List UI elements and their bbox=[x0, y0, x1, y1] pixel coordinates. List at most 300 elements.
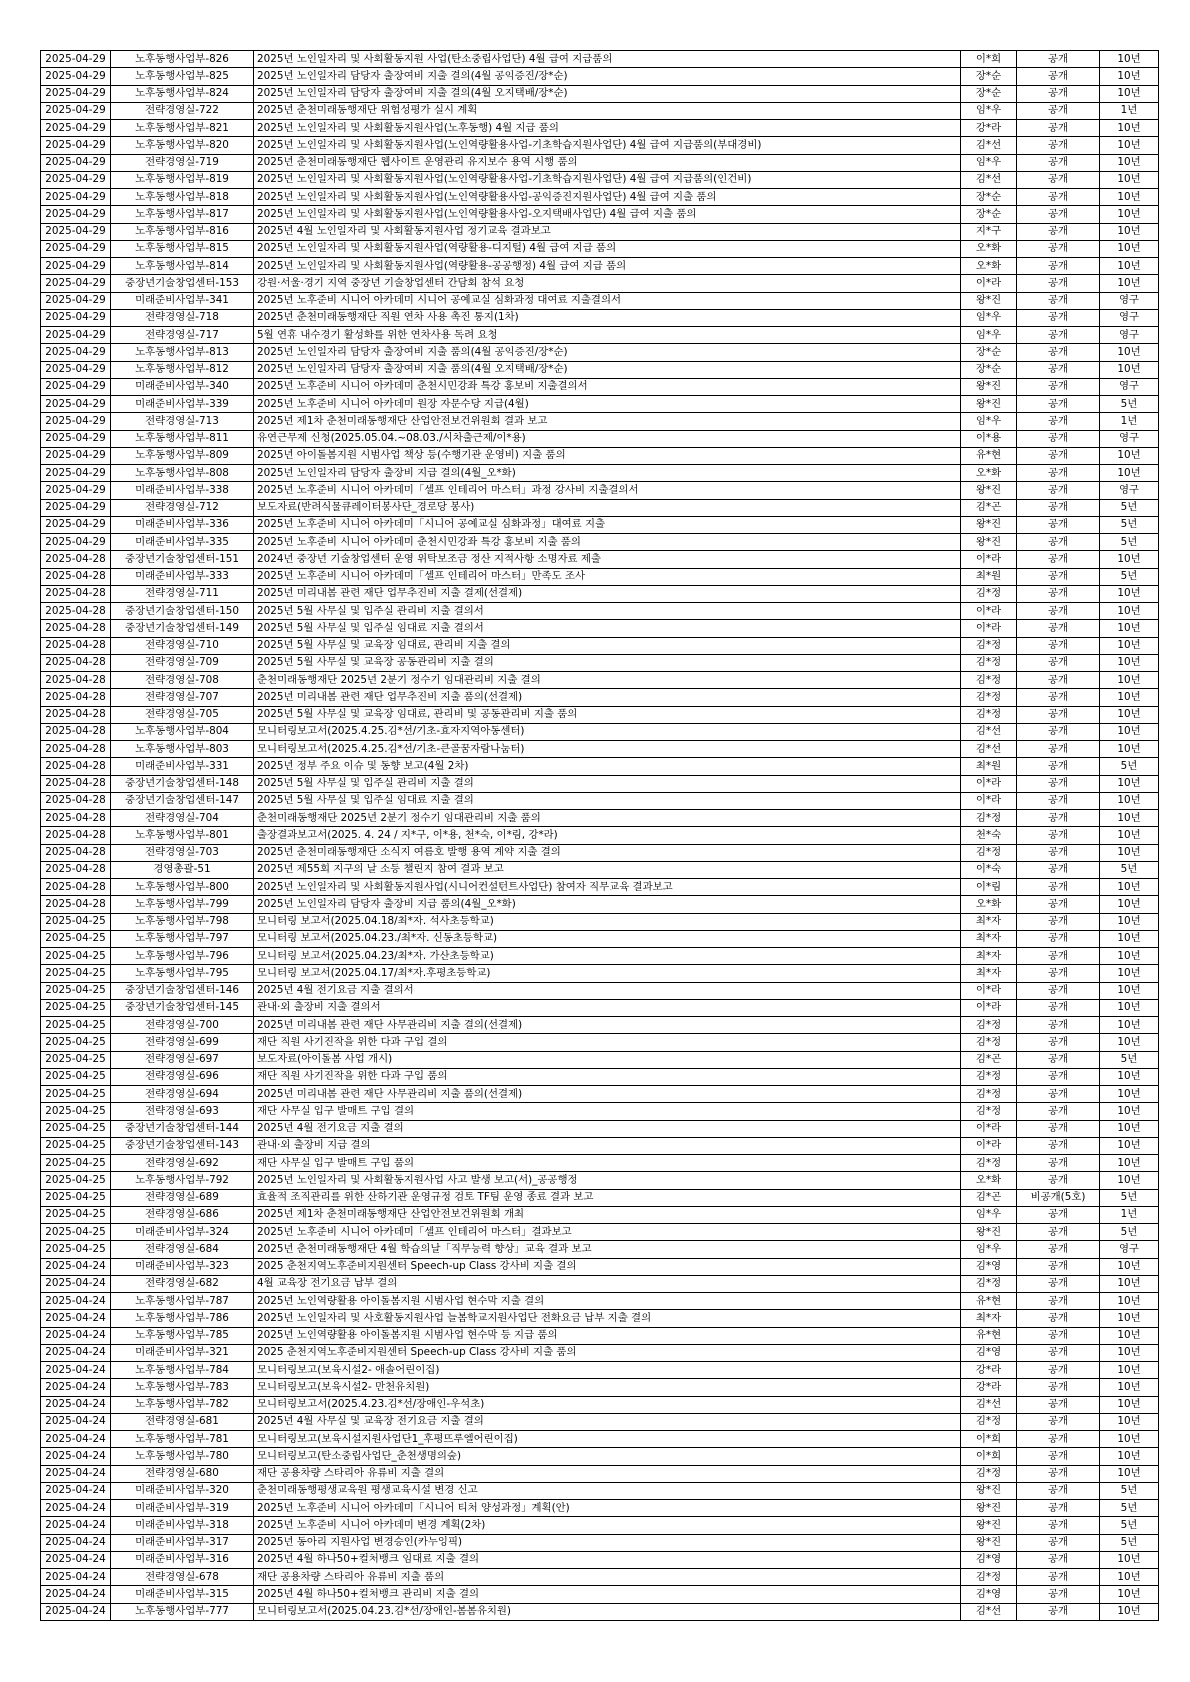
title-cell: 2025년 노인일자리 및 사회활동지원사업(노후동행) 4월 지급 품의 bbox=[254, 120, 961, 137]
table-row bbox=[41, 1206, 1159, 1223]
title-cell: 2025년 노인일자리 및 사회활동지원사업(역량활용-공공행정) 4월 급여 지급 품의 bbox=[254, 258, 961, 275]
doc-number-cell: 전략경영실-696 bbox=[111, 1068, 254, 1085]
author-cell: 최*자 bbox=[961, 965, 1017, 982]
author-cell: 이*라 bbox=[961, 792, 1017, 809]
retention-cell: 10년 bbox=[1100, 1258, 1159, 1275]
table-row bbox=[41, 1017, 1159, 1034]
title-cell: 2025년 제1차 춘천미래동행재단 산업안전보건위원회 개최 bbox=[254, 1206, 961, 1223]
date-cell: 2025-04-25 bbox=[41, 999, 111, 1016]
author-cell: 최*자 bbox=[961, 913, 1017, 930]
disclosure-cell: 공개 bbox=[1017, 1517, 1100, 1534]
doc-number-cell: 미래준비사업부-333 bbox=[111, 568, 254, 585]
disclosure-cell: 공개 bbox=[1017, 965, 1100, 982]
title-cell: 재단 직원 사기진작을 위한 다과 구입 결의 bbox=[254, 1034, 961, 1051]
title-cell: 2024년 중장년 기술창업센터 운영 위탁보조금 정산 지적사항 소명자료 제출 bbox=[254, 551, 961, 568]
title-cell: 효율적 조직관리를 위한 산하기관 운영규정 검토 TF팀 운영 종료 결과 보고 bbox=[254, 1189, 961, 1206]
retention-cell: 10년 bbox=[1100, 1068, 1159, 1085]
retention-cell: 10년 bbox=[1100, 85, 1159, 102]
title-cell: 춘천미래동행재단 2025년 2분기 정수기 임대관리비 지출 결의 bbox=[254, 672, 961, 689]
date-cell: 2025-04-29 bbox=[41, 344, 111, 361]
date-cell: 2025-04-29 bbox=[41, 378, 111, 395]
date-cell: 2025-04-29 bbox=[41, 292, 111, 309]
author-cell: 천*숙 bbox=[961, 827, 1017, 844]
disclosure-cell: 공개 bbox=[1017, 1344, 1100, 1361]
title-cell: 모니터링보고(보육시설지원사업단1_후평뜨루엘어린이집) bbox=[254, 1431, 961, 1448]
title-cell: 2025년 제55회 지구의 날 소등 챌린지 참여 결과 보고 bbox=[254, 861, 961, 878]
retention-cell: 영구 bbox=[1100, 292, 1159, 309]
date-cell: 2025-04-29 bbox=[41, 171, 111, 188]
title-cell: 2025년 4월 하나50+컬처뱅크 임대료 지출 결의 bbox=[254, 1551, 961, 1568]
retention-cell: 10년 bbox=[1100, 171, 1159, 188]
author-cell: 지*구 bbox=[961, 223, 1017, 240]
date-cell: 2025-04-28 bbox=[41, 672, 111, 689]
table-row bbox=[41, 499, 1159, 516]
title-cell: 모니터링보고서(2025.4.23.김*선/장애인-우석초) bbox=[254, 1396, 961, 1413]
title-cell: 2025년 춘천미래동행재단 4월 학습의날「직무능력 향상」교육 결과 보고 bbox=[254, 1241, 961, 1258]
title-cell: 2025년 노후준비 시니어 아카데미「시니어 공예교실 심화과정」대여료 지출 bbox=[254, 516, 961, 533]
disclosure-cell: 공개 bbox=[1017, 1603, 1100, 1620]
title-cell: 재단 공용차량 스타리아 유류비 지출 결의 bbox=[254, 1465, 961, 1482]
disclosure-cell: 공개 bbox=[1017, 1310, 1100, 1327]
author-cell: 이*숙 bbox=[961, 861, 1017, 878]
author-cell: 김*정 bbox=[961, 1413, 1017, 1430]
date-cell: 2025-04-29 bbox=[41, 240, 111, 257]
date-cell: 2025-04-24 bbox=[41, 1517, 111, 1534]
retention-cell: 5년 bbox=[1100, 516, 1159, 533]
date-cell: 2025-04-29 bbox=[41, 120, 111, 137]
doc-number-cell: 노후동행사업부-825 bbox=[111, 68, 254, 85]
retention-cell: 10년 bbox=[1100, 999, 1159, 1016]
retention-cell: 10년 bbox=[1100, 706, 1159, 723]
retention-cell: 5년 bbox=[1100, 758, 1159, 775]
retention-cell: 10년 bbox=[1100, 240, 1159, 257]
doc-number-cell: 노후동행사업부-798 bbox=[111, 913, 254, 930]
disclosure-cell: 공개 bbox=[1017, 741, 1100, 758]
date-cell: 2025-04-29 bbox=[41, 258, 111, 275]
doc-number-cell: 전략경영실-719 bbox=[111, 154, 254, 171]
date-cell: 2025-04-24 bbox=[41, 1413, 111, 1430]
title-cell: 2025년 노인역량활용 아이돌봄지원 시범사업 현수막 등 지급 품의 bbox=[254, 1327, 961, 1344]
title-cell: 2025년 5월 사무실 및 입주실 관리비 지출 결의 bbox=[254, 775, 961, 792]
doc-number-cell: 전략경영실-710 bbox=[111, 637, 254, 654]
table-row bbox=[41, 1465, 1159, 1482]
title-cell: 2025년 노인일자리 담당자 출장비 지급 결의(4월_오*화) bbox=[254, 465, 961, 482]
table-row bbox=[41, 1534, 1159, 1551]
author-cell: 이*용 bbox=[961, 430, 1017, 447]
retention-cell: 10년 bbox=[1100, 689, 1159, 706]
date-cell: 2025-04-24 bbox=[41, 1569, 111, 1586]
date-cell: 2025-04-24 bbox=[41, 1534, 111, 1551]
title-cell: 춘천미래동행평생교육원 평생교육시설 변경 신고 bbox=[254, 1482, 961, 1499]
author-cell: 김*정 bbox=[961, 654, 1017, 671]
retention-cell: 10년 bbox=[1100, 51, 1159, 68]
title-cell: 2025년 춘천미래동행재단 위험성평가 실시 계획 bbox=[254, 102, 961, 119]
doc-number-cell: 중장년기술창업센터-149 bbox=[111, 620, 254, 637]
author-cell: 김*정 bbox=[961, 1086, 1017, 1103]
disclosure-cell: 공개 bbox=[1017, 1137, 1100, 1154]
retention-cell: 10년 bbox=[1100, 896, 1159, 913]
date-cell: 2025-04-29 bbox=[41, 465, 111, 482]
title-cell: 2025년 미리내봄 관련 재단 업무추진비 지출 결제(선결제) bbox=[254, 585, 961, 602]
title-cell: 모니터링보고(보육시설2- 애솔어린이집) bbox=[254, 1362, 961, 1379]
author-cell: 장*순 bbox=[961, 344, 1017, 361]
table-row bbox=[41, 189, 1159, 206]
date-cell: 2025-04-28 bbox=[41, 844, 111, 861]
date-cell: 2025-04-25 bbox=[41, 982, 111, 999]
title-cell: 모니터링보고서(2025.4.25.김*선/기초-큰골꿈자람나눔터) bbox=[254, 741, 961, 758]
date-cell: 2025-04-25 bbox=[41, 1137, 111, 1154]
retention-cell: 5년 bbox=[1100, 1224, 1159, 1241]
author-cell: 김*선 bbox=[961, 723, 1017, 740]
date-cell: 2025-04-24 bbox=[41, 1396, 111, 1413]
disclosure-cell: 공개 bbox=[1017, 430, 1100, 447]
doc-number-cell: 미래준비사업부-315 bbox=[111, 1586, 254, 1603]
title-cell: 모니터링보고(보육시설2- 만천유치원) bbox=[254, 1379, 961, 1396]
doc-number-cell: 노후동행사업부-808 bbox=[111, 465, 254, 482]
retention-cell: 10년 bbox=[1100, 258, 1159, 275]
table-row bbox=[41, 327, 1159, 344]
title-cell: 2025년 노인일자리 및 사회활동지원 사업(탄소중립사업단) 4월 급여 지급품의 bbox=[254, 51, 961, 68]
title-cell: 2025년 노인역량활용 아이돌봄지원 시범사업 현수막 지출 결의 bbox=[254, 1293, 961, 1310]
retention-cell: 10년 bbox=[1100, 844, 1159, 861]
disclosure-cell: 공개 bbox=[1017, 654, 1100, 671]
disclosure-cell: 공개 bbox=[1017, 1206, 1100, 1223]
date-cell: 2025-04-29 bbox=[41, 206, 111, 223]
doc-number-cell: 중장년기술창업센터-146 bbox=[111, 982, 254, 999]
doc-number-cell: 노후동행사업부-786 bbox=[111, 1310, 254, 1327]
title-cell: 5월 연휴 내수경기 활성화를 위한 연차사용 독려 요청 bbox=[254, 327, 961, 344]
doc-number-cell: 노후동행사업부-795 bbox=[111, 965, 254, 982]
disclosure-cell: 공개 bbox=[1017, 1086, 1100, 1103]
doc-number-cell: 미래준비사업부-316 bbox=[111, 1551, 254, 1568]
disclosure-cell: 공개 bbox=[1017, 102, 1100, 119]
date-cell: 2025-04-24 bbox=[41, 1603, 111, 1620]
retention-cell: 10년 bbox=[1100, 1172, 1159, 1189]
date-cell: 2025-04-28 bbox=[41, 620, 111, 637]
retention-cell: 10년 bbox=[1100, 1137, 1159, 1154]
date-cell: 2025-04-28 bbox=[41, 810, 111, 827]
disclosure-cell: 공개 bbox=[1017, 1155, 1100, 1172]
author-cell: 김*정 bbox=[961, 1017, 1017, 1034]
disclosure-cell: 공개 bbox=[1017, 585, 1100, 602]
doc-number-cell: 전략경영실-707 bbox=[111, 689, 254, 706]
title-cell: 2025년 노후준비 시니어 아카데미「셀프 인테리어 마스터」만족도 조사 bbox=[254, 568, 961, 585]
doc-number-cell: 미래준비사업부-321 bbox=[111, 1344, 254, 1361]
disclosure-cell: 공개 bbox=[1017, 534, 1100, 551]
table-row bbox=[41, 85, 1159, 102]
doc-number-cell: 노후동행사업부-826 bbox=[111, 51, 254, 68]
disclosure-cell: 공개 bbox=[1017, 551, 1100, 568]
date-cell: 2025-04-29 bbox=[41, 102, 111, 119]
doc-number-cell: 노후동행사업부-792 bbox=[111, 1172, 254, 1189]
retention-cell: 10년 bbox=[1100, 879, 1159, 896]
retention-cell: 10년 bbox=[1100, 1086, 1159, 1103]
date-cell: 2025-04-25 bbox=[41, 1068, 111, 1085]
date-cell: 2025-04-25 bbox=[41, 1172, 111, 1189]
title-cell: 2025년 4월 노인일자리 및 사회활동지원사업 정기교육 결과보고 bbox=[254, 223, 961, 240]
retention-cell: 10년 bbox=[1100, 620, 1159, 637]
title-cell: 2025년 춘천미래동행재단 웹사이트 운영관리 유지보수 용역 시행 품의 bbox=[254, 154, 961, 171]
retention-cell: 10년 bbox=[1100, 1344, 1159, 1361]
title-cell: 재단 직원 사기진작을 위한 다과 구입 품의 bbox=[254, 1068, 961, 1085]
date-cell: 2025-04-28 bbox=[41, 758, 111, 775]
doc-number-cell: 미래준비사업부-320 bbox=[111, 1482, 254, 1499]
table-row bbox=[41, 930, 1159, 947]
date-cell: 2025-04-29 bbox=[41, 137, 111, 154]
table-row bbox=[41, 551, 1159, 568]
disclosure-cell: 공개 bbox=[1017, 1482, 1100, 1499]
author-cell: 김*영 bbox=[961, 1344, 1017, 1361]
table-row bbox=[41, 861, 1159, 878]
table-row bbox=[41, 206, 1159, 223]
disclosure-cell: 공개 bbox=[1017, 879, 1100, 896]
title-cell: 2025 춘천지역노후준비지원센터 Speech-up Class 강사비 지출 품의 bbox=[254, 1344, 961, 1361]
author-cell: 장*순 bbox=[961, 361, 1017, 378]
retention-cell: 10년 bbox=[1100, 637, 1159, 654]
disclosure-cell: 공개 bbox=[1017, 275, 1100, 292]
disclosure-cell: 공개 bbox=[1017, 1551, 1100, 1568]
table-row bbox=[41, 137, 1159, 154]
doc-number-cell: 미래준비사업부-338 bbox=[111, 482, 254, 499]
title-cell: 2025년 노후준비 시니어 아카데미「셀프 인테리어 마스터」결과보고 bbox=[254, 1224, 961, 1241]
date-cell: 2025-04-29 bbox=[41, 361, 111, 378]
author-cell: 이*라 bbox=[961, 275, 1017, 292]
author-cell: 김*선 bbox=[961, 1603, 1017, 1620]
date-cell: 2025-04-24 bbox=[41, 1586, 111, 1603]
retention-cell: 10년 bbox=[1100, 1120, 1159, 1137]
table-row bbox=[41, 585, 1159, 602]
retention-cell: 10년 bbox=[1100, 585, 1159, 602]
retention-cell: 10년 bbox=[1100, 447, 1159, 464]
table-row bbox=[41, 292, 1159, 309]
table-row bbox=[41, 378, 1159, 395]
doc-number-cell: 노후동행사업부-815 bbox=[111, 240, 254, 257]
retention-cell: 5년 bbox=[1100, 1500, 1159, 1517]
date-cell: 2025-04-29 bbox=[41, 396, 111, 413]
author-cell: 김*곤 bbox=[961, 1051, 1017, 1068]
title-cell: 보도자료(아이돌봄 사업 개시) bbox=[254, 1051, 961, 1068]
author-cell: 오*화 bbox=[961, 465, 1017, 482]
disclosure-cell: 공개 bbox=[1017, 1569, 1100, 1586]
doc-number-cell: 중장년기술창업센터-153 bbox=[111, 275, 254, 292]
retention-cell: 10년 bbox=[1100, 654, 1159, 671]
disclosure-cell: 공개 bbox=[1017, 327, 1100, 344]
table-row bbox=[41, 1137, 1159, 1154]
doc-number-cell: 전략경영실-708 bbox=[111, 672, 254, 689]
table-row bbox=[41, 1310, 1159, 1327]
author-cell: 강*라 bbox=[961, 1379, 1017, 1396]
doc-number-cell: 전략경영실-704 bbox=[111, 810, 254, 827]
author-cell: 김*정 bbox=[961, 689, 1017, 706]
doc-number-cell: 미래준비사업부-331 bbox=[111, 758, 254, 775]
doc-number-cell: 미래준비사업부-318 bbox=[111, 1517, 254, 1534]
date-cell: 2025-04-25 bbox=[41, 930, 111, 947]
retention-cell: 10년 bbox=[1100, 1551, 1159, 1568]
table-row bbox=[41, 741, 1159, 758]
doc-number-cell: 미래준비사업부-335 bbox=[111, 534, 254, 551]
author-cell: 왕*진 bbox=[961, 292, 1017, 309]
date-cell: 2025-04-28 bbox=[41, 723, 111, 740]
title-cell: 2025년 노인일자리 및 사회활동지원사업(노인역량활용사업-기초학습지원사업단) 4월 급여 지급품의(부대경비) bbox=[254, 137, 961, 154]
doc-number-cell: 노후동행사업부-796 bbox=[111, 948, 254, 965]
table-row bbox=[41, 482, 1159, 499]
author-cell: 최*원 bbox=[961, 758, 1017, 775]
retention-cell: 10년 bbox=[1100, 1448, 1159, 1465]
author-cell: 오*화 bbox=[961, 258, 1017, 275]
doc-number-cell: 전략경영실-692 bbox=[111, 1155, 254, 1172]
doc-number-cell: 노후동행사업부-814 bbox=[111, 258, 254, 275]
author-cell: 김*선 bbox=[961, 137, 1017, 154]
author-cell: 이*라 bbox=[961, 1120, 1017, 1137]
table-row bbox=[41, 1086, 1159, 1103]
author-cell: 김*곤 bbox=[961, 499, 1017, 516]
date-cell: 2025-04-24 bbox=[41, 1448, 111, 1465]
author-cell: 유*현 bbox=[961, 1293, 1017, 1310]
disclosure-cell: 공개 bbox=[1017, 1327, 1100, 1344]
disclosure-cell: 공개 bbox=[1017, 930, 1100, 947]
author-cell: 임*우 bbox=[961, 309, 1017, 326]
retention-cell: 10년 bbox=[1100, 206, 1159, 223]
retention-cell: 10년 bbox=[1100, 1413, 1159, 1430]
title-cell: 재단 사무실 입구 발매트 구입 결의 bbox=[254, 1103, 961, 1120]
disclosure-cell: 공개 bbox=[1017, 844, 1100, 861]
title-cell: 모니터링 보고서(2025.04.23./최*자. 신동초등학교) bbox=[254, 930, 961, 947]
disclosure-cell: 공개 bbox=[1017, 85, 1100, 102]
disclosure-cell: 공개 bbox=[1017, 361, 1100, 378]
doc-number-cell: 전략경영실-717 bbox=[111, 327, 254, 344]
title-cell: 관내·외 출장비 지급 결의 bbox=[254, 1137, 961, 1154]
table-row bbox=[41, 913, 1159, 930]
table-row bbox=[41, 1155, 1159, 1172]
disclosure-cell: 공개 bbox=[1017, 51, 1100, 68]
date-cell: 2025-04-29 bbox=[41, 482, 111, 499]
author-cell: 왕*진 bbox=[961, 1224, 1017, 1241]
disclosure-cell: 공개 bbox=[1017, 240, 1100, 257]
author-cell: 김*영 bbox=[961, 1258, 1017, 1275]
table-row bbox=[41, 999, 1159, 1016]
doc-number-cell: 경영총괄-51 bbox=[111, 861, 254, 878]
table-row bbox=[41, 879, 1159, 896]
date-cell: 2025-04-25 bbox=[41, 1189, 111, 1206]
author-cell: 김*정 bbox=[961, 1068, 1017, 1085]
date-cell: 2025-04-28 bbox=[41, 551, 111, 568]
table-row bbox=[41, 792, 1159, 809]
author-cell: 왕*진 bbox=[961, 516, 1017, 533]
title-cell: 2025년 미리내봄 관련 재단 사무관리비 지출 품의(선결제) bbox=[254, 1086, 961, 1103]
title-cell: 2025년 노후준비 시니어 아카데미 원장 자문수당 지급(4월) bbox=[254, 396, 961, 413]
disclosure-cell: 공개 bbox=[1017, 1379, 1100, 1396]
author-cell: 김*정 bbox=[961, 706, 1017, 723]
doc-number-cell: 전략경영실-686 bbox=[111, 1206, 254, 1223]
title-cell: 2025년 4월 전기요금 지출 결의 bbox=[254, 1120, 961, 1137]
doc-number-cell: 노후동행사업부-824 bbox=[111, 85, 254, 102]
disclosure-cell: 공개 bbox=[1017, 1103, 1100, 1120]
doc-number-cell: 전략경영실-712 bbox=[111, 499, 254, 516]
title-cell: 2025년 아이돌봄지원 시범사업 책상 등(수행기관 운영비) 지출 품의 bbox=[254, 447, 961, 464]
retention-cell: 10년 bbox=[1100, 1275, 1159, 1292]
title-cell: 2025년 노인일자리 및 사회활동지원사업(역량활용-디지털) 4월 급여 지급 품의 bbox=[254, 240, 961, 257]
author-cell: 임*우 bbox=[961, 413, 1017, 430]
author-cell: 김*정 bbox=[961, 810, 1017, 827]
date-cell: 2025-04-24 bbox=[41, 1362, 111, 1379]
retention-cell: 5년 bbox=[1100, 499, 1159, 516]
doc-number-cell: 전략경영실-697 bbox=[111, 1051, 254, 1068]
table-row bbox=[41, 1293, 1159, 1310]
retention-cell: 10년 bbox=[1100, 344, 1159, 361]
disclosure-cell: 공개 bbox=[1017, 1293, 1100, 1310]
retention-cell: 10년 bbox=[1100, 723, 1159, 740]
disclosure-cell: 공개 bbox=[1017, 1224, 1100, 1241]
title-cell: 4월 교육장 전기요금 납부 결의 bbox=[254, 1275, 961, 1292]
title-cell: 2025년 노인일자리 담당자 출장여비 지출 결의(4월 오지택배/장*순) bbox=[254, 85, 961, 102]
doc-number-cell: 전략경영실-705 bbox=[111, 706, 254, 723]
retention-cell: 10년 bbox=[1100, 1379, 1159, 1396]
title-cell: 2025년 노인일자리 담당자 출장여비 지출 품의(4월 오지택배/장*순) bbox=[254, 361, 961, 378]
author-cell: 왕*진 bbox=[961, 482, 1017, 499]
doc-number-cell: 전략경영실-689 bbox=[111, 1189, 254, 1206]
doc-number-cell: 노후동행사업부-816 bbox=[111, 223, 254, 240]
title-cell: 2025년 5월 사무실 및 교육장 임대료, 관리비 및 공동관리비 지출 품의 bbox=[254, 706, 961, 723]
author-cell: 이*라 bbox=[961, 982, 1017, 999]
author-cell: 김*정 bbox=[961, 1155, 1017, 1172]
author-cell: 최*자 bbox=[961, 930, 1017, 947]
retention-cell: 10년 bbox=[1100, 1310, 1159, 1327]
table-row bbox=[41, 1103, 1159, 1120]
date-cell: 2025-04-25 bbox=[41, 1034, 111, 1051]
disclosure-cell: 공개 bbox=[1017, 672, 1100, 689]
retention-cell: 5년 bbox=[1100, 534, 1159, 551]
author-cell: 왕*진 bbox=[961, 1534, 1017, 1551]
retention-cell: 10년 bbox=[1100, 741, 1159, 758]
doc-number-cell: 노후동행사업부-821 bbox=[111, 120, 254, 137]
author-cell: 강*라 bbox=[961, 1362, 1017, 1379]
doc-number-cell: 중장년기술창업센터-147 bbox=[111, 792, 254, 809]
retention-cell: 10년 bbox=[1100, 1034, 1159, 1051]
title-cell: 2025년 춘천미래동행재단 소식지 여름호 발행 용역 계약 지출 결의 bbox=[254, 844, 961, 861]
date-cell: 2025-04-28 bbox=[41, 775, 111, 792]
title-cell: 2025년 4월 전기요금 지출 결의서 bbox=[254, 982, 961, 999]
table-row bbox=[41, 1448, 1159, 1465]
table-row bbox=[41, 1051, 1159, 1068]
doc-number-cell: 노후동행사업부-797 bbox=[111, 930, 254, 947]
author-cell: 김*선 bbox=[961, 1396, 1017, 1413]
author-cell: 김*정 bbox=[961, 1465, 1017, 1482]
table-row bbox=[41, 240, 1159, 257]
disclosure-cell: 공개 bbox=[1017, 1241, 1100, 1258]
disclosure-cell: 공개 bbox=[1017, 913, 1100, 930]
table-row bbox=[41, 896, 1159, 913]
retention-cell: 영구 bbox=[1100, 430, 1159, 447]
doc-number-cell: 노후동행사업부-817 bbox=[111, 206, 254, 223]
disclosure-cell: 공개 bbox=[1017, 896, 1100, 913]
doc-number-cell: 전략경영실-680 bbox=[111, 1465, 254, 1482]
table-row bbox=[41, 154, 1159, 171]
title-cell: 보도자료(반려식물큐레이터봉사단_경로당 봉사) bbox=[254, 499, 961, 516]
disclosure-cell: 공개 bbox=[1017, 1258, 1100, 1275]
table-row bbox=[41, 1586, 1159, 1603]
retention-cell: 5년 bbox=[1100, 1051, 1159, 1068]
date-cell: 2025-04-25 bbox=[41, 1120, 111, 1137]
table-row bbox=[41, 447, 1159, 464]
disclosure-cell: 공개 bbox=[1017, 1413, 1100, 1430]
doc-number-cell: 노후동행사업부-809 bbox=[111, 447, 254, 464]
retention-cell: 5년 bbox=[1100, 396, 1159, 413]
author-cell: 김*정 bbox=[961, 844, 1017, 861]
date-cell: 2025-04-28 bbox=[41, 706, 111, 723]
date-cell: 2025-04-24 bbox=[41, 1465, 111, 1482]
author-cell: 이*희 bbox=[961, 1431, 1017, 1448]
title-cell: 재단 사무실 입구 발매트 구입 품의 bbox=[254, 1155, 961, 1172]
